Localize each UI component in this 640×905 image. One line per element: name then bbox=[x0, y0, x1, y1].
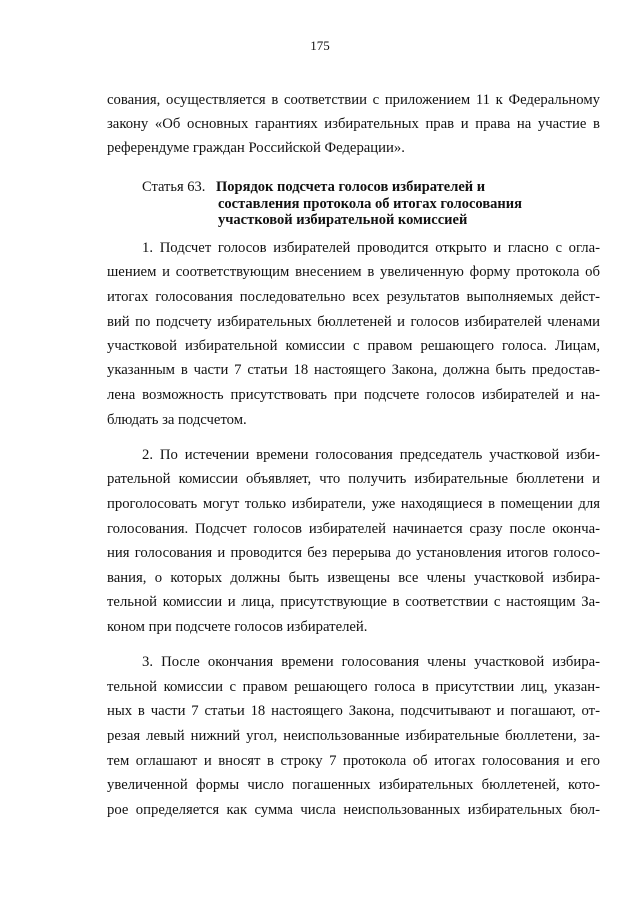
text-line: референдуме граждан Российской Федерации». bbox=[107, 140, 405, 156]
text-line: указанным в части 7 статьи 18 настоящего Закона, должна быть предостав- bbox=[107, 362, 600, 378]
text-line: тельной комиссии с правом решающего голоса в присутствии лиц, указан- bbox=[107, 679, 600, 695]
text-line: ния голосования и проводится без перерыва до установления итогов голосо- bbox=[107, 545, 600, 561]
text-line: вания, о которых должны быть извещены все члены участковой избира- bbox=[107, 570, 600, 586]
text-line: итогах голосования последовательно всех результатов выполняемых дейст- bbox=[107, 289, 600, 305]
text-line: 2. По истечении времени голосования председатель участковой изби- bbox=[142, 447, 600, 463]
article-title-line: составления протокола об итогах голосования bbox=[218, 195, 522, 212]
article-label: Статья 63. bbox=[142, 179, 206, 195]
text-line: рательной комиссии объявляет, что получить избирательные бюллетени и bbox=[107, 471, 600, 487]
article-title-line: Порядок подсчета голосов избирателей и bbox=[216, 179, 486, 195]
text-line: лена возможность присутствовать при подсчете голосов избирателей и на- bbox=[107, 387, 600, 403]
text-line: закону «Об основных гарантиях избирательных прав и права на участие в bbox=[107, 116, 600, 132]
text-line: 1. Подсчет голосов избирателей проводится открыто и гласно с огла- bbox=[142, 240, 600, 256]
text-line: вий по подсчету избирательных бюллетеней и голосов избирателей членами bbox=[107, 314, 600, 330]
text-line: увеличенной формы число погашенных избирательных бюллетеней, кото- bbox=[107, 777, 600, 793]
text-line: тельной комиссии и лица, присутствующие в соответствии с настоящим За- bbox=[107, 594, 600, 610]
text-line: ных в части 7 статьи 18 настоящего Закона, подсчитывают и погашают, от- bbox=[107, 703, 600, 719]
article-title bbox=[216, 179, 556, 229]
text-line: коном при подсчете голосов избирателей. bbox=[107, 619, 368, 635]
text-line: голосования. Подсчет голосов избирателей начинается сразу после оконча- bbox=[107, 521, 600, 537]
text-line: участковой избирательной комиссии с правом решающего голоса. Лицам, bbox=[107, 338, 600, 354]
text-line: шением и соответствующим внесением в увеличенную форму протокола об bbox=[107, 264, 600, 280]
text-line: проголосовать могут только избиратели, уже находящиеся в помещении для bbox=[107, 496, 600, 512]
text-line: резая левый нижний угол, неиспользованные избирательные бюллетени, за- bbox=[107, 728, 600, 744]
text-line: сования, осуществляется в соответствии с приложением 11 к Федеральному bbox=[107, 92, 600, 108]
text-line: 3. После окончания времени голосования члены участковой избира- bbox=[142, 654, 600, 670]
text-line: тем оглашают и вносят в строку 7 протокола об итогах голосования и его bbox=[107, 753, 600, 769]
page-number: 175 bbox=[310, 38, 330, 53]
text-line: рое определяется как сумма числа неиспользованных избирательных бюл- bbox=[107, 802, 600, 818]
article-title-line: участковой избирательной комиссией bbox=[218, 212, 468, 228]
text-line: блюдать за подсчетом. bbox=[107, 412, 247, 428]
